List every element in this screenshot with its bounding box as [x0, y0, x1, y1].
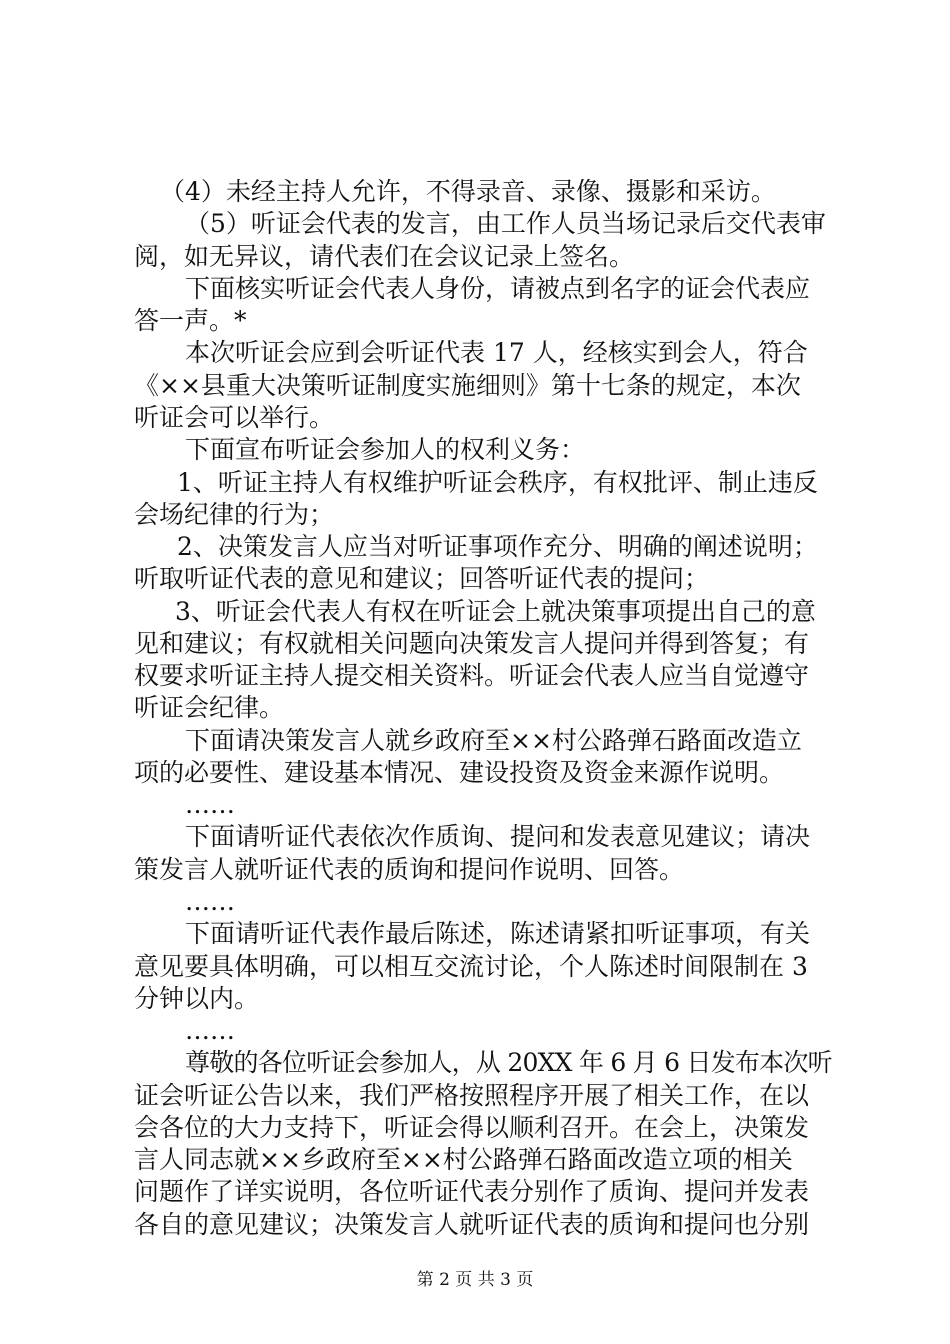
- text-line: 听证会可以举行。: [134, 403, 335, 432]
- ellipsis-line: ……: [185, 790, 235, 819]
- text-line: 听取听证代表的意见和建议；回答听证代表的提问；: [134, 564, 710, 593]
- text-line: 下面请听证代表依次作质询、提问和发表意见建议；请决: [185, 822, 811, 851]
- ellipsis-line: ……: [185, 1016, 235, 1045]
- text-line: 证会听证公告以来，我们严格按照程序开展了相关工作，在以: [134, 1081, 810, 1110]
- page-number-footer: 第 2 页 共 3 页: [416, 1270, 534, 1290]
- text-line: 权要求听证主持人提交相关资料。听证会代表人应当自觉遵守: [134, 661, 810, 690]
- text-line: 言人同志就××乡政府至××村公路弹石路面改造立项的相关: [134, 1145, 793, 1174]
- text-line: 1、听证主持人有权维护听证会秩序，有权批评、制止违反: [177, 468, 818, 497]
- text-line: 答一声。*: [134, 306, 247, 335]
- text-line: 尊敬的各位听证会参加人，从 20XX 年 6 月 6 日发布本次听: [185, 1048, 832, 1077]
- text-line: 项的必要性、建设基本情况、建设投资及资金来源作说明。: [134, 758, 785, 787]
- text-line: （5）听证会代表的发言，由工作人员当场记录后交代表审: [185, 209, 826, 238]
- text-line: 本次听证会应到会听证代表 17 人，经核实到会人，符合: [185, 338, 808, 367]
- text-line: 会场纪律的行为；: [134, 500, 335, 529]
- text-line: 各自的意见建议；决策发言人就听证代表的质询和提问也分别: [134, 1210, 810, 1239]
- text-line: （4）未经主持人允许，不得录音、录像、摄影和采访。: [160, 177, 776, 206]
- text-line: 下面请听证代表作最后陈述，陈述请紧扣听证事项，有关: [185, 919, 811, 948]
- text-line: 下面核实听证会代表人身份，请被点到名字的证会代表应: [185, 274, 811, 303]
- text-line: 分钟以内。: [134, 984, 260, 1013]
- text-line: 阅，如无异议，请代表们在会议记录上签名。: [134, 242, 635, 271]
- text-line: 听证会纪律。: [134, 693, 285, 722]
- text-line: 策发言人就听证代表的质询和提问作说明、回答。: [134, 855, 685, 884]
- text-line: 会各位的大力支持下，听证会得以顺利召开。在会上，决策发: [134, 1113, 810, 1142]
- text-line: 2、决策发言人应当对听证事项作充分、明确的阐述说明；: [177, 532, 818, 561]
- text-line: 意见要具体明确，可以相互交流讨论，个人陈述时间限制在 3: [134, 952, 808, 981]
- text-line: 《××县重大决策听证制度实施细则》第十七条的规定，本次: [134, 371, 801, 400]
- text-line: 问题作了详实说明，各位听证代表分别作了质询、提问并发表: [134, 1177, 810, 1206]
- text-line: 下面宣布听证会参加人的权利义务：: [185, 435, 586, 464]
- ellipsis-line: ……: [185, 887, 235, 916]
- text-line: 见和建议；有权就相关问题向决策发言人提问并得到答复；有: [134, 629, 810, 658]
- text-line: 下面请决策发言人就乡政府至××村公路弹石路面改造立: [185, 726, 802, 755]
- text-line: 3、听证会代表人有权在听证会上就决策事项提出自己的意: [175, 597, 816, 626]
